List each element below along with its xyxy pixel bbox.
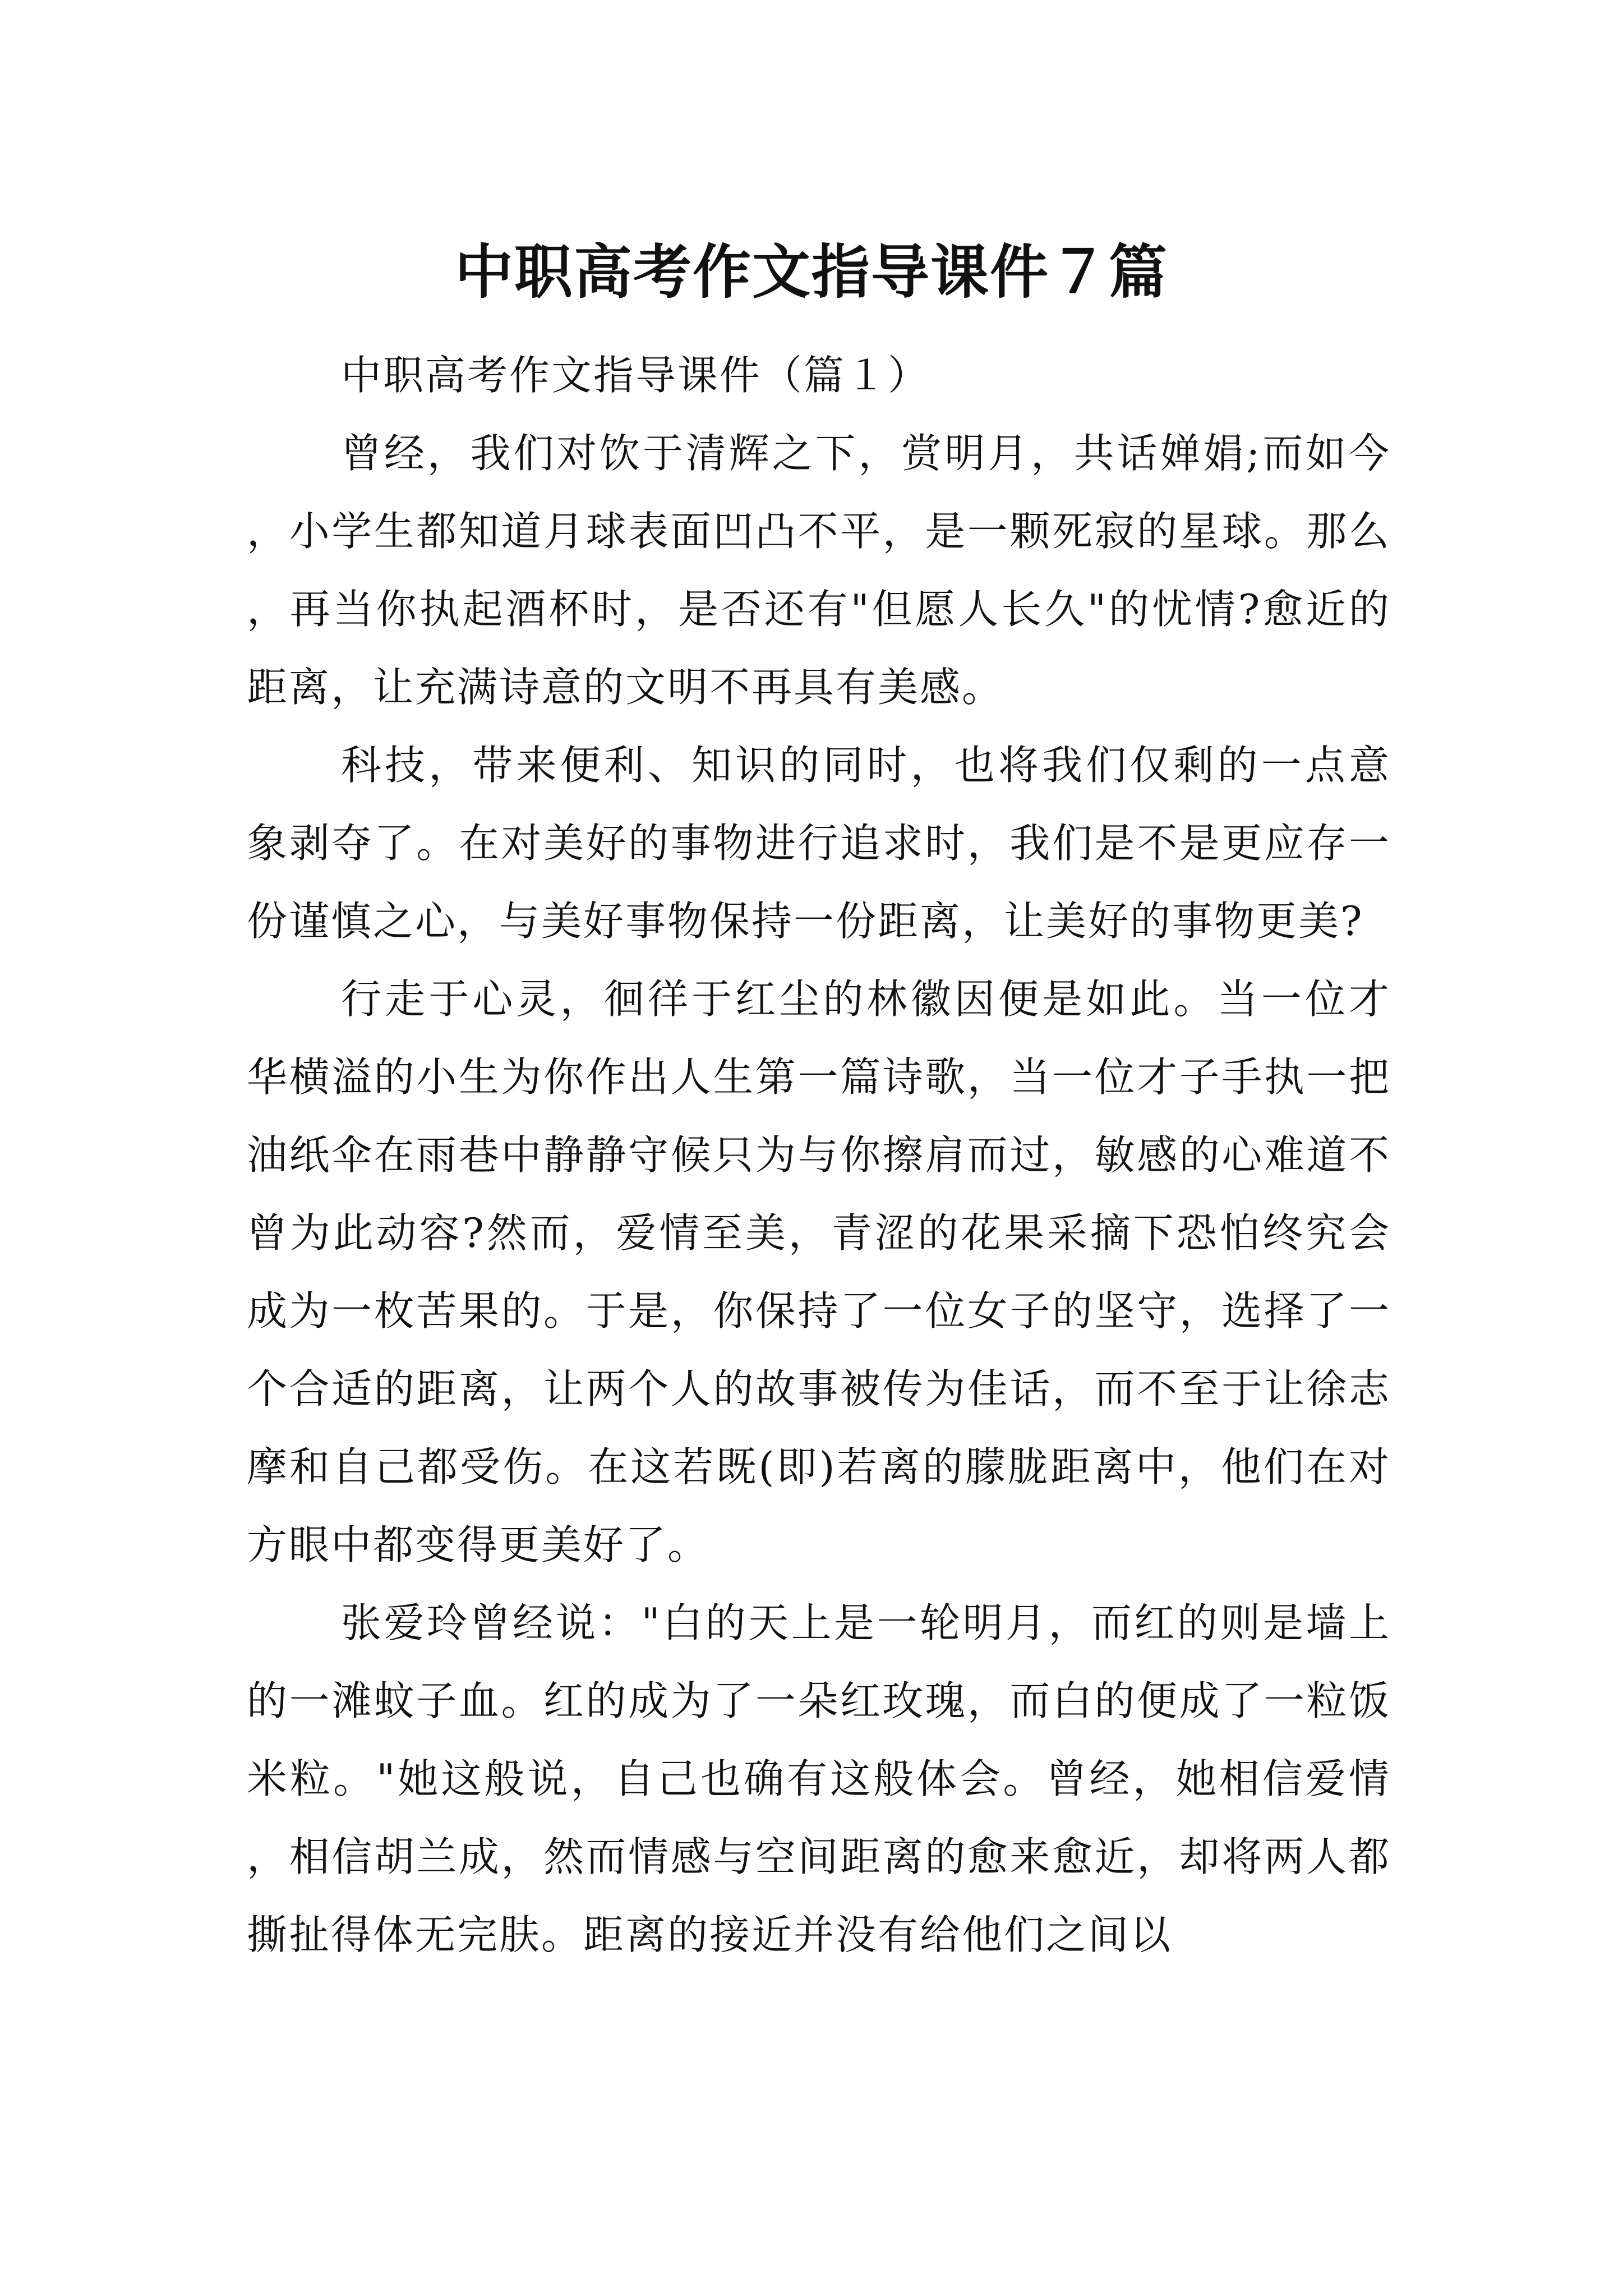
paragraph-4: 张爱玲曾经说："白的天上是一轮明月，而红的则是墙上的一滩蚊子血。红的成为了一朵红玫瑰，而白的便成了一粒饭米粒。"她这般说，自己也确有这般体会。曾经，她相信爱情，相信胡兰成，然而情感与空间距离的愈来愈近，却将两人都撕扯得体无完肤。距离的接近并没有给他们之间以 (247, 1599, 1391, 1958)
document-title: 中职高考作文指导课件７篇 (454, 237, 1168, 306)
document-body (247, 337, 1391, 1974)
paragraph-2: 科技，带来便利、知识的同时，也将我们仅剩的一点意象剥夺了。在对美好的事物进行追求时，我们是不是更应存一份谨慎之心，与美好事物保持一份距离，让美好的事物更美? (247, 742, 1391, 945)
paragraph-3: 行走于心灵，徊徉于红尘的林徽因便是如此。当一位才华横溢的小生为你作出人生第一篇诗歌，当一位才子手执一把油纸伞在雨巷中静静守候只为与你擦肩而过，敏感的心难道不曾为此动容?然而，爱情至美，青涩的花果采摘下恐怕终究会成为一枚苦果的。于是，你保持了一位女子的坚守，选择了一个合适的距离，让两个人的故事被传为佳话，而不至于让徐志摩和自己都受伤。在这若既(即)若离的朦胧距离中，他们在对方眼中都变得更美好了。 (247, 976, 1391, 1568)
paragraph-1: 曾经，我们对饮于清辉之下，赏明月，共话婵娟;而如今，小学生都知道月球表面凹凸不平，是一颗死寂的星球。那么，再当你执起酒杯时，是否还有"但愿人长久"的忧情?愈近的距离，让充满诗意的文明不再具有美感。 (247, 430, 1391, 711)
section-heading: 中职高考作文指导课件（篇１） (341, 352, 930, 399)
